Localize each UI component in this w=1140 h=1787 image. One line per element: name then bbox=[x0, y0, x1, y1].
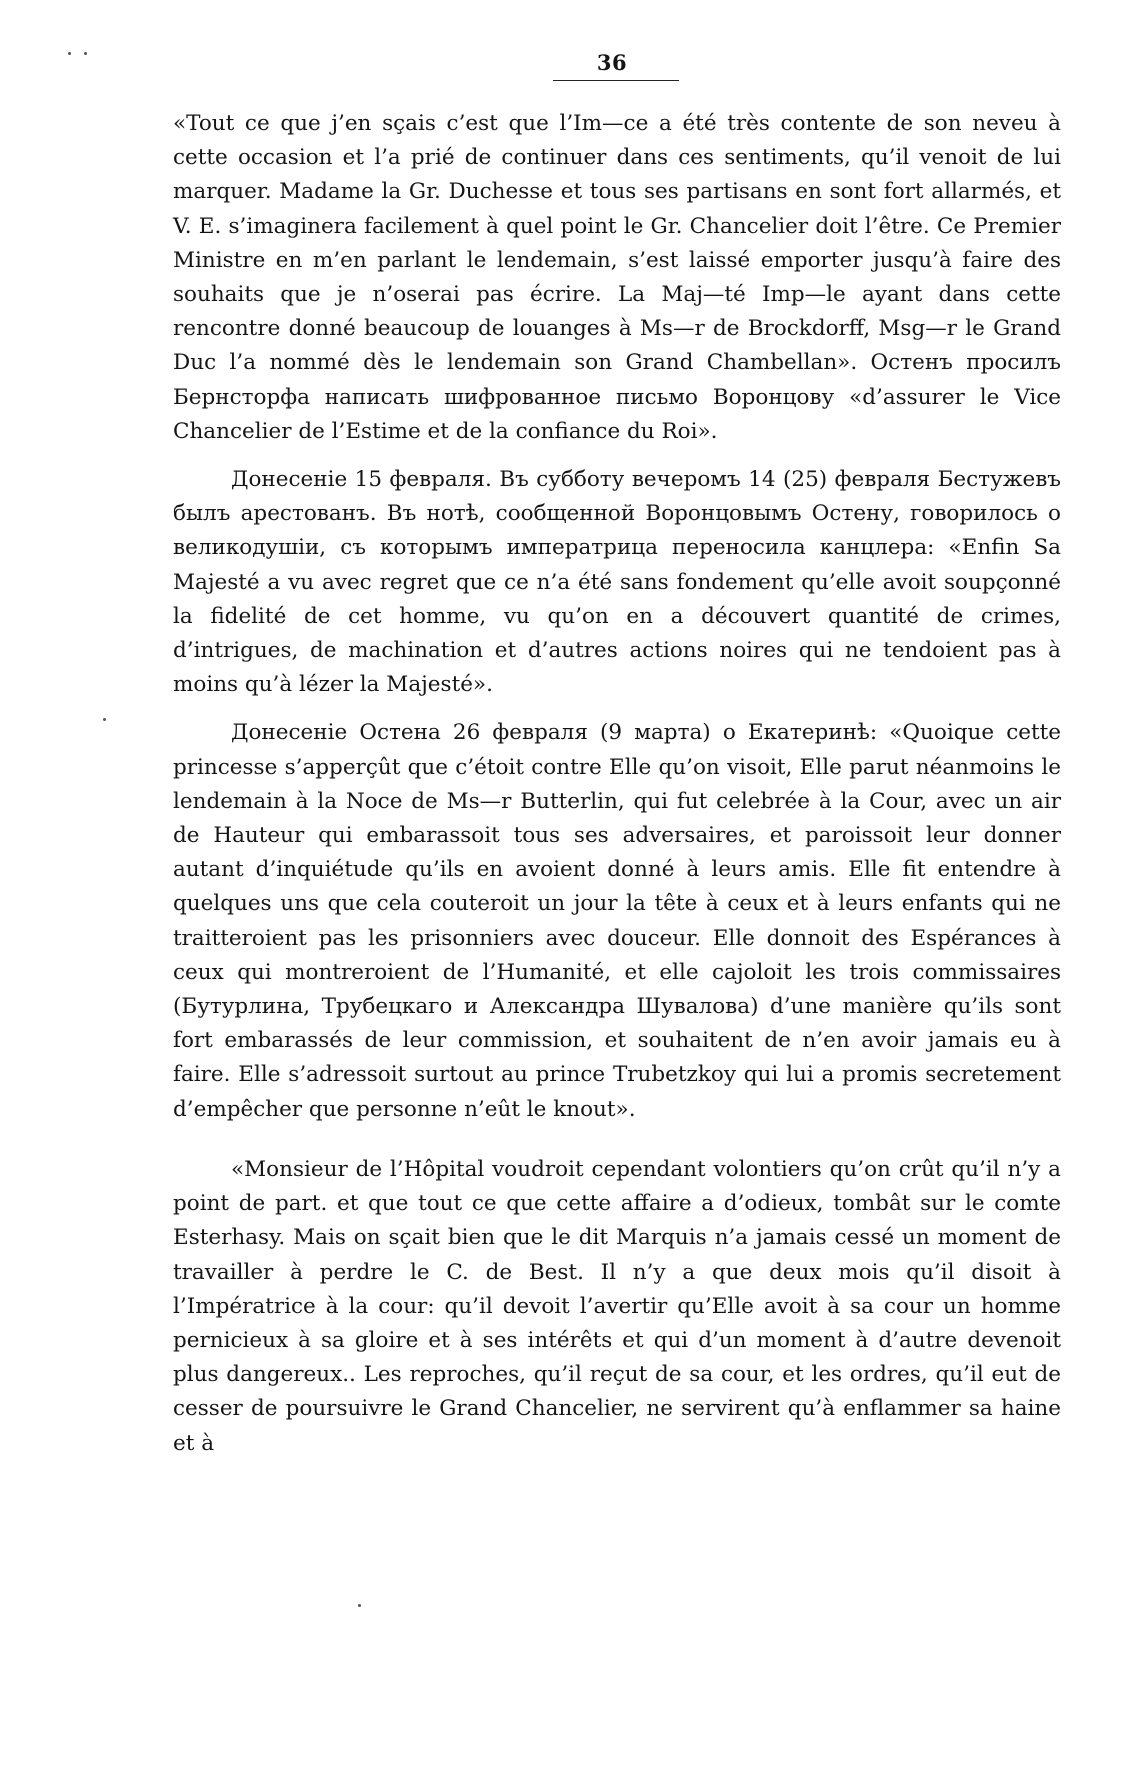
paragraph-3: Донесенiе Остена 26 февраля (9 марта) о Екатеринѣ: «Quoique cette princesse s’apperçût que c’étoit contre Elle qu’on visoit, Elle parut néanmoins le lendemain à la Noce de Ms—r Butterlin, qui fut celebrée à la Cour, avec un air de Hauteur qui embarassoit tous ses adversaires, et paroissoit leur donner autant d’inquiétude qu’ils en avoient donné à leurs amis. Elle fit entendre à quelques uns que cela couteroit un jour la tête à ceux et à leurs enfants qui ne traitteroient pas les prisonniers avec douceur. Elle donnoit des Espérances à ceux qui montreroient de l’Humanité, et elle cajoloit les trois commissaires (Бутурлина, Трубецкаго и Александра Шувалова) d’une manière qu’ils sont fort embarassés de leur commission, et souhaitent de n’en avoir jamais eu à faire. Elle s’adressoit surtout au prince Trubetzkoy qui lui a promis secretement d’empêcher que personne n’eût le knout». bbox=[173, 720, 1061, 1122]
paragraph-4: «Monsieur de l’Hôpital voudroit cependant volontiers qu’on crût qu’il n’y a point de part. et que tout ce que cette affaire a d’odieux, tombât sur le comte Esterhasy. Mais on sçait bien que le dit Marquis n’a jamais cessé un moment de travailler à perdre le C. de Best. Il n’y a que deux mois qu’il disoit à l’Impératrice à la cour: qu’il devoit l’avertir qu’Elle avoit à sa cour un homme pernicieux à sa gloire et à ses intérêts et qui d’un moment à d’autre devenoit plus dangereux.. Les reproches, qu’il reçut de sa cour, et les ordres, qu’il eut de cesser de poursuivre le Grand Chancelier, ne servirent qu’à enflammer sa haine et à bbox=[173, 1156, 1061, 1456]
ink-speck bbox=[103, 718, 106, 721]
paragraph-2: Донесенiе 15 февраля. Въ субботу вечеромъ 14 (25) февраля Бестужевъ былъ арестованъ. Въ нотѣ, сообщенной Воронцовымъ Остену, говорилось о великодушiи, съ которымъ императрица переносила канцлера: «Enfin Sa Majesté a vu avec regret que ce n’a été sans fondement qu’elle avoit soupçonné la fidelité de cet homme, vu qu’on en a découvert quantité de crimes, d’intrigues, de machination et d’autres actions noires qui ne tendoient pas à moins qu’à lézer la Majesté». bbox=[173, 467, 1061, 698]
ink-speck bbox=[358, 1604, 361, 1607]
body-text bbox=[173, 107, 1061, 1461]
paragraph-1: «Tout ce que j’en sçais c’est que l’Im—ce a été très contente de son neveu à cette occasion et l’a prié de continuer dans ces sentiments, qu’il venoit de lui marquer. Madame la Gr. Duchesse et tous ses partisans en sont fort allarmés, et V. E. s’imaginera facilement à quel point le Gr. Chancelier doit l’être. Ce Premier Ministre en m’en parlant le lendemain, s’est laissé emporter jusqu’à faire des souhaits que je n’oserai pas écrire. La Maj—té Imp—le ayant dans cette rencontre donné beaucoup de louanges à Ms—r de Brockdorff, Msg—r le Grand Duc l’a nommé dès le lendemain son Grand Chambellan». Остенъ просилъ Бернсторфа написать шифрованное письмо Воронцову «d’assurer le Vice Chancelier de l’Estime et de la confiance du Roi». bbox=[173, 111, 1061, 444]
page-number: 36 bbox=[596, 50, 628, 75]
ink-speck bbox=[84, 52, 87, 55]
ink-speck bbox=[68, 52, 71, 55]
header-rule bbox=[553, 80, 679, 81]
